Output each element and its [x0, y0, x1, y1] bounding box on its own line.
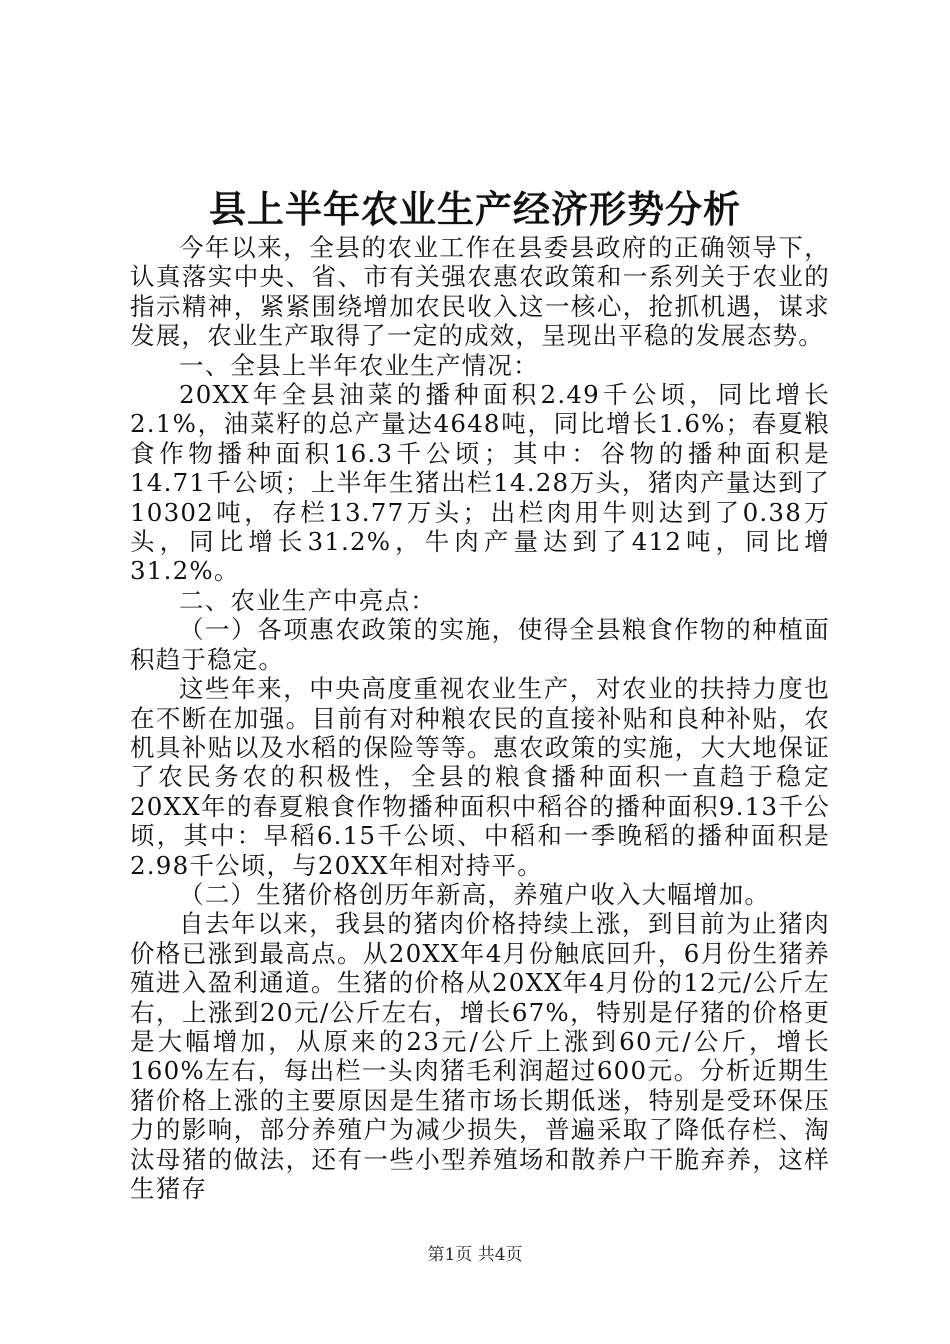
document-body [130, 233, 830, 1203]
production-stats-paragraph: 20XX年全县油菜的播种面积2.49千公顷，同比增长2.1%，油菜籽的总产量达4648吨，同比增长1.6%；春夏粮食作物播种面积16.3千公顷；其中：谷物的播种面积是14.71千公顷；上半年生猪出栏14.28万头，猪肉产量达到了10302吨，存栏13.77万头；出栏肉用牛则达到了0.38万头，同比增长31.2%，牛肉产量达到了412吨，同比增31.2%。 [130, 380, 830, 586]
page-number-footer: 第1页 共4页 [427, 1245, 523, 1265]
pig-price-paragraph: 自去年以来，我县的猪肉价格持续上涨，到目前为止猪肉价格已涨到最高点。从20XX年4月份触底回升，6月份生猪养殖进入盈利通道。生猪的价格从20XX年4月份的12元/公斤左右，上涨到20元/公斤左右，增长67%，特别是仔猪的价格更是大幅增加，从原来的23元/公斤上涨到60元/公斤，增长160%左右，每出栏一头肉猪毛利润超过600元。分析近期生猪价格上涨的主要原因是生猪市场长期低迷，特别是受环保压力的影响，部分养殖户为减少损失，普遍采取了降低存栏、淘汰母猪的做法，还有一些小型养殖场和散养户干脆弃养，这样生猪存 [130, 909, 830, 1203]
section-heading-2: 二、农业生产中亮点： [179, 585, 436, 615]
subsection-heading-2: （二）生猪价格创历年新高，养殖户收入大幅增加。 [179, 879, 771, 909]
section-heading-1: 一、全县上半年农业生产情况： [179, 350, 539, 380]
intro-paragraph: 今年以来，全县的农业工作在县委县政府的正确领导下，认真落实中央、省、市有关强农惠农政策和一系列关于农业的指示精神，紧紧围绕增加农民收入这一核心，抢抓机遇，谋求发展，农业生产取得了一定的成效，呈现出平稳的发展态势。 [130, 233, 830, 351]
document-title: 县上半年农业生产经济形势分析 [209, 187, 741, 231]
subsection-heading-1: （一）各项惠农政策的实施，使得全县粮食作物的种植面积趋于稳定。 [130, 615, 830, 674]
policy-paragraph: 这些年来，中央高度重视农业生产，对农业的扶持力度也在不断在加强。目前有对种粮农民的直接补贴和良种补贴，农机具补贴以及水稻的保险等等。惠农政策的实施，大大地保证了农民务农的积极性，全县的粮食播种面积一直趋于稳定20XX年的春夏粮食作物播种面积中稻谷的播种面积9.13千公顷，其中：早稻6.15千公顷、中稻和一季晚稻的播种面积是2.98千公顷，与20XX年相对持平。 [130, 674, 830, 880]
